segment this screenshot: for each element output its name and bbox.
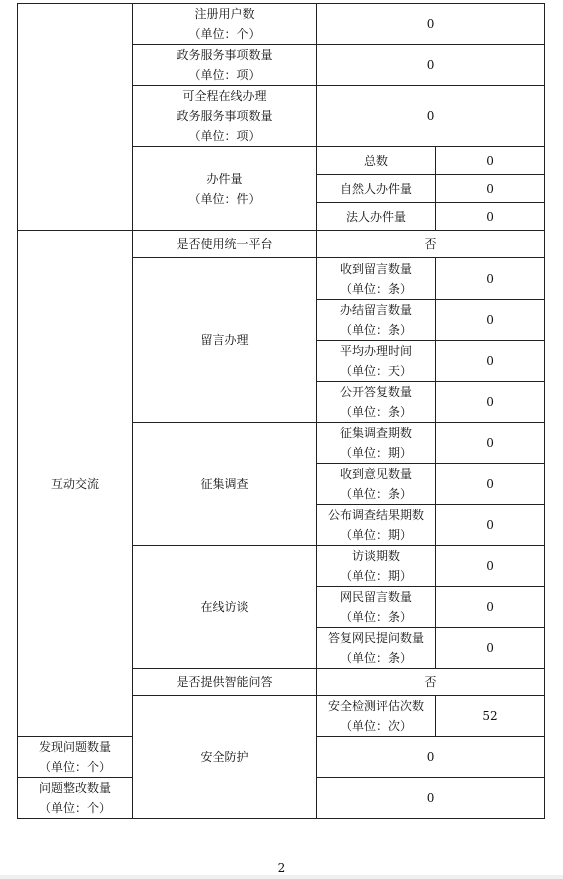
row-label-gov-services: 政务服务事项数量 （单位：项） xyxy=(133,45,317,86)
value-cases-total: 0 xyxy=(436,147,545,175)
value-survey-opinions: 0 xyxy=(436,464,545,505)
value-security-checks: 52 xyxy=(436,696,545,737)
value-smart-qa: 否 xyxy=(317,669,545,696)
value-messages-completed: 0 xyxy=(436,300,545,341)
group-label-messages: 留言办理 xyxy=(133,258,317,423)
sub-label-survey-opinions: 收到意见数量 （单位：条） xyxy=(317,464,436,505)
value-registered-users: 0 xyxy=(317,4,545,45)
value-interview-answers: 0 xyxy=(436,628,545,669)
section-label-interaction: 互动交流 xyxy=(18,231,133,737)
row-label-registered-users: 注册用户数 （单位：个） xyxy=(133,4,317,45)
value-issues-found: 0 xyxy=(317,737,545,778)
value-issues-fixed: 0 xyxy=(317,778,545,819)
sub-label-messages-avg-time: 平均办理时间 （单位：天） xyxy=(317,341,436,382)
value-messages-public-replies: 0 xyxy=(436,382,545,423)
sub-label-interview-netizen-msgs: 网民留言数量 （单位：条） xyxy=(317,587,436,628)
value-messages-avg-time: 0 xyxy=(436,341,545,382)
sub-label-cases-legal: 法人办件量 xyxy=(317,203,436,231)
sub-label-interview-periods: 访谈期数 （单位：期） xyxy=(317,546,436,587)
page-bottom-divider xyxy=(0,875,563,879)
value-interview-netizen-msgs: 0 xyxy=(436,587,545,628)
value-messages-received: 0 xyxy=(436,258,545,300)
row-label-fully-online: 可全程在线办理 政务服务事项数量 （单位：项） xyxy=(133,86,317,147)
row-label-unified-platform: 是否使用统一平台 xyxy=(133,231,317,258)
page-number: 2 xyxy=(277,861,286,875)
group-label-interview: 在线访谈 xyxy=(133,546,317,669)
value-unified-platform: 否 xyxy=(317,231,545,258)
sub-label-cases-natural: 自然人办件量 xyxy=(317,175,436,203)
row-label-issues-fixed: 问题整改数量 （单位：个） xyxy=(18,778,133,819)
value-gov-services: 0 xyxy=(317,45,545,86)
sub-label-cases-total: 总数 xyxy=(317,147,436,175)
group-label-survey: 征集调查 xyxy=(133,423,317,546)
row-label-issues-found: 发现问题数量 （单位：个） xyxy=(18,737,133,778)
sub-label-messages-received: 收到留言数量 （单位：条） xyxy=(317,258,436,300)
sub-label-messages-completed: 办结留言数量 （单位：条） xyxy=(317,300,436,341)
value-fully-online: 0 xyxy=(317,86,545,147)
value-cases-natural: 0 xyxy=(436,175,545,203)
sub-label-interview-answers: 答复网民提问数量 （单位：条） xyxy=(317,628,436,669)
sub-label-messages-public-replies: 公开答复数量 （单位：条） xyxy=(317,382,436,423)
value-cases-legal: 0 xyxy=(436,203,545,231)
row-label-smart-qa: 是否提供智能问答 xyxy=(133,669,317,696)
value-interview-periods: 0 xyxy=(436,546,545,587)
sub-label-survey-periods: 征集调查期数 （单位：期） xyxy=(317,423,436,464)
value-survey-results: 0 xyxy=(436,505,545,546)
sub-label-survey-results: 公布调查结果期数 （单位：期） xyxy=(317,505,436,546)
top-section-label-cell xyxy=(18,4,133,231)
section-label-security: 安全防护 xyxy=(133,696,317,819)
value-survey-periods: 0 xyxy=(436,423,545,464)
row-label-cases: 办件量 （单位：件） xyxy=(133,147,317,231)
statistics-table xyxy=(17,3,545,819)
row-label-security-checks: 安全检测评估次数 （单位：次） xyxy=(317,696,436,737)
